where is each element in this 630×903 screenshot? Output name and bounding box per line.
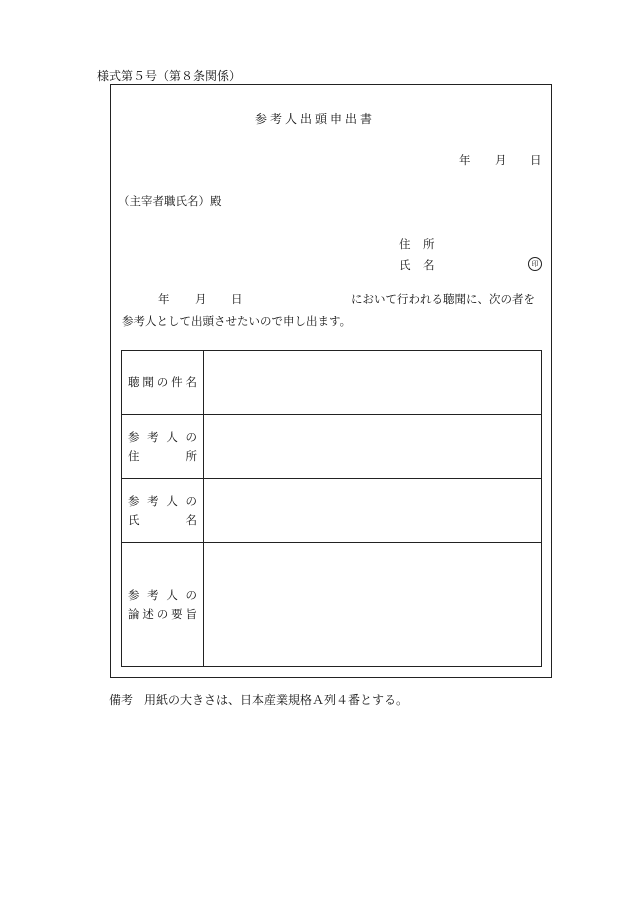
label-char: 人 — [166, 429, 178, 444]
label-char: 聞 — [142, 375, 154, 389]
label-char: 参 — [128, 587, 140, 602]
label-char: 参 — [128, 493, 140, 508]
label-cell-address — [122, 415, 204, 479]
label-line — [128, 492, 197, 511]
label-char: 氏 — [128, 512, 140, 527]
label-cell-name — [122, 479, 204, 543]
label-char: 考 — [147, 587, 159, 602]
label-char: 人 — [166, 587, 178, 602]
body-day-label: 日 — [231, 292, 243, 306]
label-char: 名 — [185, 512, 197, 527]
body-month-label: 月 — [195, 292, 207, 306]
label-char: の — [185, 587, 197, 602]
label-line — [128, 373, 197, 392]
body-line1-text: において行われる聴聞に、次の者を — [351, 292, 535, 306]
label-char: 要 — [171, 606, 183, 621]
label-char: 考 — [147, 429, 159, 444]
applicant-address-label-2: 所 — [423, 237, 435, 251]
label-char: 所 — [185, 448, 197, 463]
label-char: 聴 — [128, 375, 140, 389]
date-year-label: 年 — [459, 153, 471, 167]
date-month-label: 月 — [495, 153, 507, 167]
document-title: 参考人出頭申出書 — [254, 112, 375, 126]
label-cell-subject — [122, 351, 204, 415]
body-year-label: 年 — [158, 292, 170, 306]
table-row — [122, 479, 542, 543]
info-table — [121, 350, 542, 667]
label-line — [128, 447, 197, 466]
label-line — [128, 586, 197, 605]
label-char: の — [185, 429, 197, 444]
table-row — [122, 543, 542, 667]
date-day-label: 日 — [530, 153, 542, 167]
value-cell-name[interactable] — [204, 479, 542, 543]
remark-text: 用紙の大きさは、日本産業規格Ａ列４番とする。 — [144, 693, 409, 707]
label-char: 名 — [185, 375, 197, 389]
label-char: の — [156, 606, 169, 621]
applicant-address-label-1: 住 — [399, 237, 411, 251]
table-row — [122, 351, 542, 415]
label-char: の — [156, 375, 169, 389]
label-line — [128, 605, 197, 624]
label-char: 考 — [147, 493, 159, 508]
label-char: 述 — [142, 606, 154, 621]
value-cell-summary[interactable] — [204, 543, 542, 667]
table-row — [122, 415, 542, 479]
applicant-name-label-2: 名 — [423, 258, 435, 272]
label-char: 人 — [166, 493, 178, 508]
value-cell-address[interactable] — [204, 415, 542, 479]
label-char: 参 — [128, 429, 140, 444]
label-char: 住 — [128, 448, 140, 463]
label-line — [128, 428, 197, 447]
label-char: の — [185, 493, 197, 508]
remark-label: 備考 — [109, 693, 134, 707]
applicant-name-label-1: 氏 — [399, 258, 411, 272]
value-cell-subject[interactable] — [204, 351, 542, 415]
label-char: 旨 — [185, 606, 197, 621]
label-char: 件 — [171, 375, 183, 389]
body-line2-text: 参考人として出頭させたいので申し出ます。 — [122, 314, 352, 328]
label-char: 論 — [128, 606, 140, 621]
addressee: （主宰者職氏名）殿 — [118, 194, 222, 208]
seal-mark: 印 — [528, 257, 542, 271]
form-number-label: 様式第５号（第８条関係） — [97, 69, 242, 83]
label-cell-summary — [122, 543, 204, 667]
label-line — [128, 511, 197, 530]
